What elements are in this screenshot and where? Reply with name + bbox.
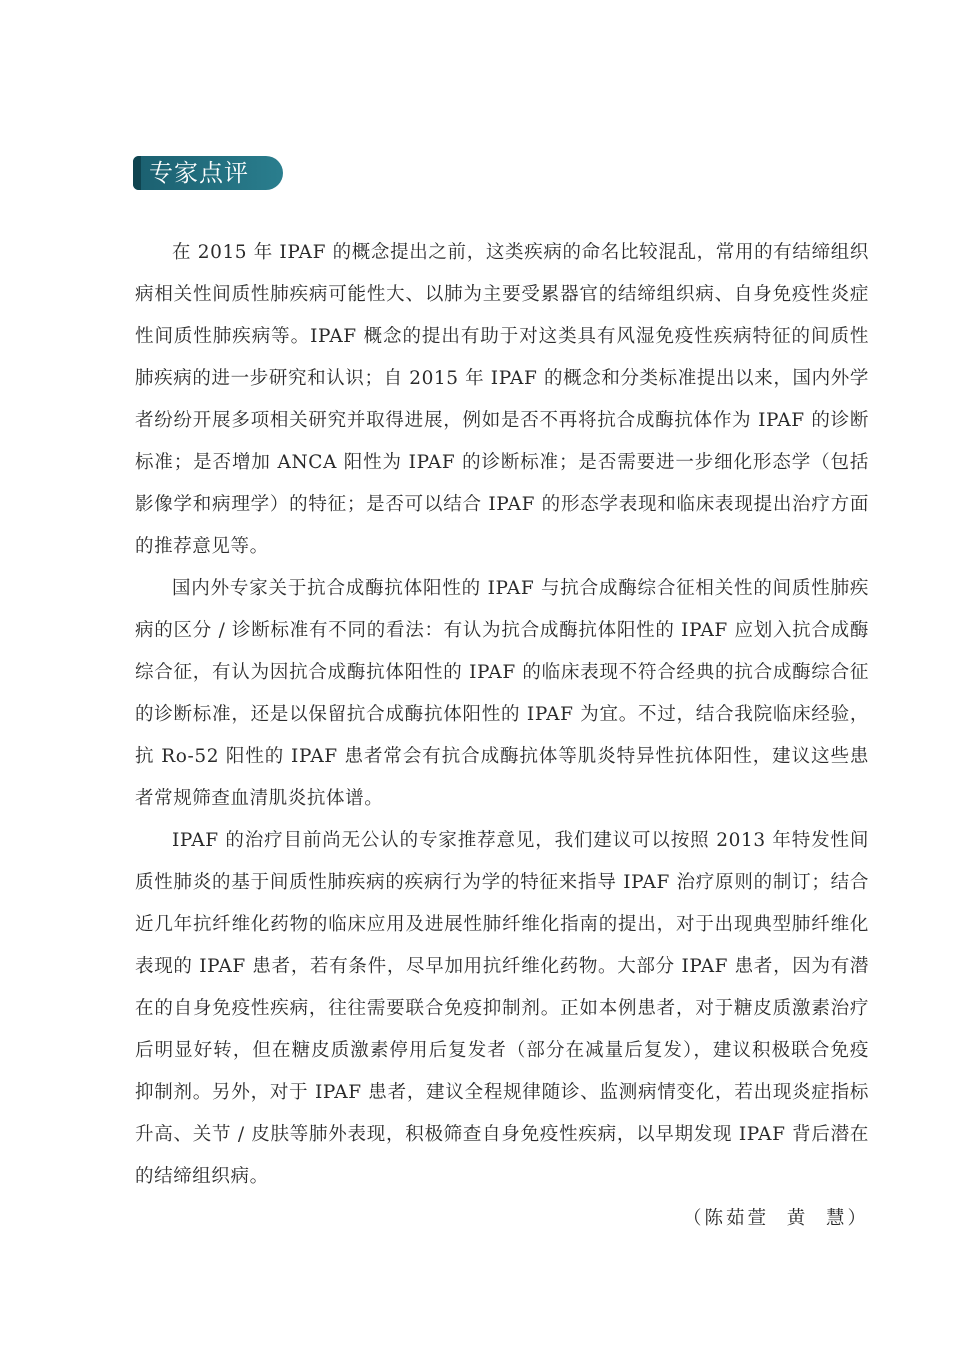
author-signature: （陈茹萱 黄 慧） xyxy=(682,1208,869,1229)
article-body xyxy=(135,232,869,1198)
section-header-badge xyxy=(133,156,283,190)
section-header-accent-bar xyxy=(133,156,141,190)
section-title: 专家点评 xyxy=(149,159,249,187)
paragraph-1: 在 2015 年 IPAF 的概念提出之前，这类疾病的命名比较混乱，常用的有结缔组织病相关性间质性肺疾病可能性大、以肺为主要受累器官的结缔组织病、自身免疫性炎症性间质性肺疾病等。IPAF 概念的提出有助于对这类具有风湿免疫性疾病特征的间质性肺疾病的进一步研究和认识；自 2015 年 IPAF 的概念和分类标准提出以来，国内外学者纷纷开展多项相关研究并取得进展，例如是否不再将抗合成酶抗体作为 IPAF 的诊断标准；是否增加 ANCA 阳性为 IPAF 的诊断标准；是否需要进一步细化形态学（包括影像学和病理学）的特征；是否可以结合 IPAF 的形态学表现和临床表现提出治疗方面的推荐意见等。 xyxy=(135,242,869,557)
paragraph-3: IPAF 的治疗目前尚无公认的专家推荐意见，我们建议可以按照 2013 年特发性间质性肺炎的基于间质性肺疾病的疾病行为学的特征来指导 IPAF 治疗原则的制订；结合近几年抗纤维化药物的临床应用及进展性肺纤维化指南的提出，对于出现典型肺纤维化表现的 IPAF 患者，若有条件，尽早加用抗纤维化药物。大部分 IPAF 患者，因为有潜在的自身免疫性疾病，往往需要联合免疫抑制剂。正如本例患者，对于糖皮质激素治疗后明显好转，但在糖皮质激素停用后复发者（部分在减量后复发），建议积极联合免疫抑制剂。另外，对于 IPAF 患者，建议全程规律随诊、监测病情变化，若出现炎症指标升高、关节 / 皮肤等肺外表现，积极筛查自身免疫性疾病，以早期发现 IPAF 背后潜在的结缔组织病。 xyxy=(135,830,869,1187)
paragraph-2: 国内外专家关于抗合成酶抗体阳性的 IPAF 与抗合成酶综合征相关性的间质性肺疾病的区分 / 诊断标准有不同的看法：有认为抗合成酶抗体阳性的 IPAF 应划入抗合成酶综合征，有认为因抗合成酶抗体阳性的 IPAF 的临床表现不符合经典的抗合成酶综合征的诊断标准，还是以保留抗合成酶抗体阳性的 IPAF 为宜。不过，结合我院临床经验，抗 Ro-52 阳性的 IPAF 患者常会有抗合成酶抗体等肌炎特异性抗体阳性，建议这些患者常规筛查血清肌炎抗体谱。 xyxy=(135,578,869,809)
